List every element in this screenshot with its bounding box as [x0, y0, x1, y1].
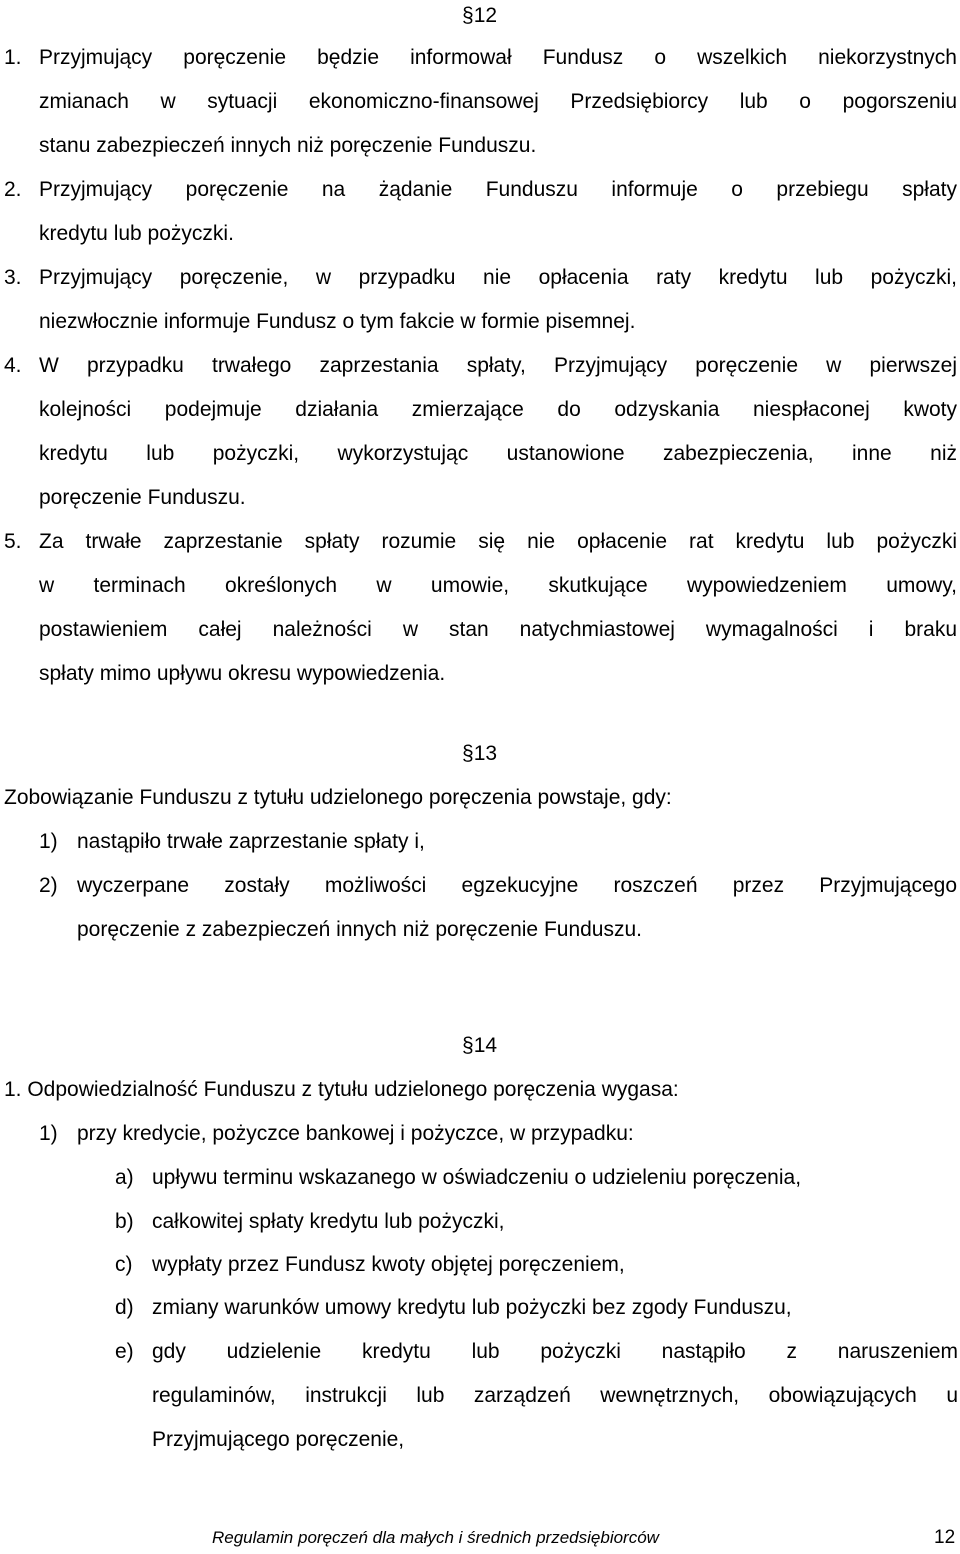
list-line: poręczenie z zabezpieczeń innych niż poręczenie Funduszu.	[77, 918, 643, 941]
paragraph-line: postawieniem całej należności w stan natychmiastowej wymagalności i braku	[39, 618, 957, 641]
letter-item-line: gdy udzielenie kredytu lub pożyczki nastąpiło z naruszeniem	[152, 1340, 958, 1363]
paragraph-line: Przyjmujący poręczenie, w przypadku nie opłacenia raty kredytu lub pożyczki,	[39, 266, 957, 289]
letter-item-line: wypłaty przez Fundusz kwoty objętej poręczeniem,	[152, 1253, 625, 1276]
paragraph-number: 4.	[4, 354, 22, 377]
paragraph-line: spłaty mimo upływu okresu wypowiedzenia.	[39, 662, 446, 685]
list-line: nastąpiło trwałe zaprzestanie spłaty i,	[77, 830, 425, 853]
paragraph-line: niezwłocznie informuje Fundusz o tym fakcie w formie pisemnej.	[39, 310, 636, 333]
paragraph-line: Za trwałe zaprzestanie spłaty rozumie się nie opłacenie rat kredytu lub pożyczki	[39, 530, 957, 553]
section-number: 12	[473, 4, 498, 27]
section-heading-12	[462, 4, 497, 28]
letter-item-number: d)	[115, 1296, 134, 1319]
section-heading-14	[462, 1034, 497, 1058]
letter-item-line: zmiany warunków umowy kredytu lub pożyczki bez zgody Funduszu,	[152, 1296, 792, 1319]
paragraph-line: poręczenie Funduszu.	[39, 486, 246, 509]
list-number: 1)	[39, 830, 58, 853]
section-heading-13	[462, 742, 497, 766]
letter-item-number: e)	[115, 1340, 134, 1363]
section-intro: Zobowiązanie Funduszu z tytułu udzielonego poręczenia powstaje, gdy:	[4, 786, 672, 809]
paragraph-line: kredytu lub pożyczki, wykorzystując ustanowione zabezpieczenia, inne niż	[39, 442, 957, 465]
paragraph-line: w terminach określonych w umowie, skutkujące wypowiedzeniem umowy,	[39, 574, 957, 597]
paragraph-line: Przyjmujący poręczenie na żądanie Funduszu informuje o przebiegu spłaty	[39, 178, 957, 201]
section-intro: 1. Odpowiedzialność Funduszu z tytułu udzielonego poręczenia wygasa:	[4, 1078, 679, 1101]
paragraph-line: kredytu lub pożyczki.	[39, 222, 234, 245]
paragraph-number: 3.	[4, 266, 22, 289]
letter-item-line: Przyjmującego poręczenie,	[152, 1428, 405, 1451]
paragraph-line: Przyjmujący poręczenie będzie informował Fundusz o wszelkich niekorzystnych	[39, 46, 957, 69]
section-number: 14	[473, 1034, 498, 1057]
page-number: 12	[934, 1527, 956, 1548]
letter-item-line: regulaminów, instrukcji lub zarządzeń wewnętrznych, obowiązujących u	[152, 1384, 958, 1407]
letter-item-line: upływu terminu wskazanego w oświadczeniu o udzieleniu poręczenia,	[152, 1166, 802, 1189]
paragraph-line: W przypadku trwałego zaprzestania spłaty, Przyjmujący poręczenie w pierwszej	[39, 354, 957, 377]
section-symbol: §	[462, 742, 474, 765]
paragraph-line: zmianach w sytuacji ekonomiczno-finansowej Przedsiębiorcy lub o pogorszeniu	[39, 90, 957, 113]
paragraph-number: 5.	[4, 530, 22, 553]
paragraph-line: stanu zabezpieczeń innych niż poręczenie Funduszu.	[39, 134, 537, 157]
paragraph-number: 1.	[4, 46, 22, 69]
list-number: 1)	[39, 1122, 58, 1145]
section-symbol: §	[462, 4, 474, 27]
letter-item-number: a)	[115, 1166, 134, 1189]
list-line: przy kredycie, pożyczce bankowej i pożyczce, w przypadku:	[77, 1122, 634, 1145]
footer-title: Regulamin poręczeń dla małych i średnich przedsiębiorców	[212, 1528, 659, 1547]
paragraph-number: 2.	[4, 178, 22, 201]
list-line: wyczerpane zostały możliwości egzekucyjne roszczeń przez Przyjmującego	[77, 874, 957, 897]
letter-item-number: c)	[115, 1253, 133, 1276]
paragraph-line: kolejności podejmuje działania zmierzające do odzyskania niespłaconej kwoty	[39, 398, 957, 421]
letter-item-number: b)	[115, 1210, 134, 1233]
section-number: 13	[473, 742, 498, 765]
letter-item-line: całkowitej spłaty kredytu lub pożyczki,	[152, 1210, 505, 1233]
section-symbol: §	[462, 1034, 474, 1057]
list-number: 2)	[39, 874, 58, 897]
